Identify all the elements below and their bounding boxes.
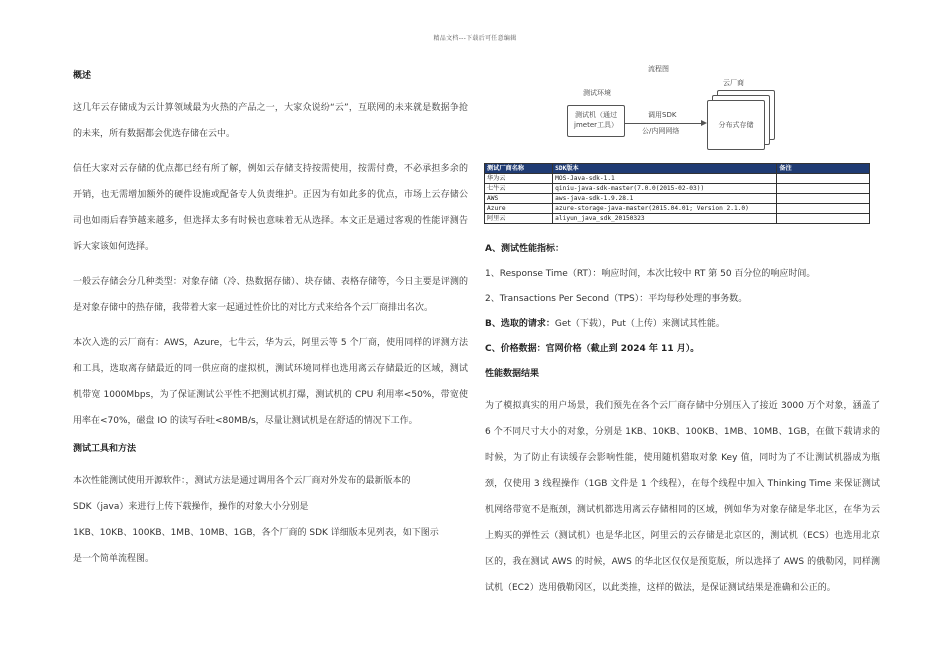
- requests-text: Get（下载），Put（上传）来测试其性能。: [554, 319, 725, 329]
- perf-results-title: 性能数据结果: [485, 369, 540, 379]
- overview-title: 概述: [73, 71, 92, 81]
- table-row: [485, 184, 870, 194]
- table-row: [485, 194, 870, 204]
- flow-diagram: [555, 60, 785, 160]
- tools-title: 测试工具和方法: [73, 444, 137, 454]
- cell-vendor: AWS: [485, 194, 553, 204]
- flow-title: 流程图: [648, 65, 669, 73]
- price-line: C、价格数据：官网价格（截止到 2024 年 11 月）。: [485, 344, 700, 354]
- cell-vendor: 七牛云: [485, 184, 553, 194]
- sdk-version-table: [484, 163, 870, 224]
- header-sdk-version: SDK版本: [553, 164, 777, 174]
- cloud-vendor-label: 云厂商: [723, 79, 744, 87]
- requests-label: B、选取的请求：: [485, 319, 555, 329]
- perf-results-paragraph: 为了模拟真实的用户场景，我们预先在各个云厂商存储中分别压入了接近 3000 万个对象，涵盖了 6 个不同尺寸大小的对象，分别是 1KB、10KB、100KB、1MB、10MB、1GB，在做下载请求的时候，为了防止有读缓存会影响性能，使用随机猎取对象 Key 值，同时为了不让测试机器成为瓶颈，仅使用 3 线程操作（1GB 文件是 1 个线程），在每个线程中加入 Thinking Time 来保证测试机网络带宽不是瓶颈，测试机都选用离云存储相同的区域，例如华为对象存储是华北区，在华为云上购买的弹性云（测试机）也是华北区，阿里云的云存储是北京区的，测试机（ECS）也选用北京区的，我在测试 AWS 的时候，AWS 的华北区仅仅是预览版，所以选择了 AWS 的俄勒冈，同样测试机（EC2）选用俄勒冈区，以此类推，这样的做法，是保证测试结果是准确和公正的。: [485, 401, 880, 593]
- cell-vendor: Azure: [485, 204, 553, 214]
- arrow-label-network: 公/内网网络: [642, 127, 680, 135]
- left-column: [73, 70, 468, 572]
- cell-remark: [777, 194, 870, 204]
- tester-box: 测试机（通过jmeter工具）: [567, 105, 625, 137]
- right-column: [485, 243, 880, 601]
- cell-remark: [777, 214, 870, 224]
- metrics-title: A、测试性能指标：: [485, 244, 564, 254]
- header-note: 精品文档---下载后可任意编辑: [433, 35, 517, 42]
- table-row: [485, 174, 870, 184]
- table-row: [485, 204, 870, 214]
- cell-sdk: qiniu-java-sdk-master(7.0.0(2015-02-03)): [553, 184, 777, 194]
- cell-vendor: 阿里云: [485, 214, 553, 224]
- table-row: [485, 214, 870, 224]
- tools-line-2: SDK（java）来进行上传下载操作，操作的对象大小分别是: [73, 502, 309, 512]
- storage-box: 分布式存储: [707, 100, 765, 150]
- overview-paragraph-3: 一般云存储会分几种类型：对象存储（冷、热数据存储）、块存储、表格存储等，今日主要是评测的是对象存储中的热存储，我带着大家一起通过性价比的对比方式来给各个云厂商排出名次。: [73, 277, 468, 313]
- overview-paragraph-4: 本次入选的云厂商有：AWS，Azure，七牛云，华为云，阿里云等 5 个厂商，使用同样的评测方法和工具，选取离存储最近的同一供应商的虚拟机，测试环境同样也选用离云存储最近的区域，测试机带宽 1000Mbps，为了保证测试公平性不把测试机打爆，测试机的 CPU 利用率<50%，带宽使用率在<70%，磁盘 IO 的读写吞吐<80MB/s，尽量让测试机是在舒适的情况下工作。: [73, 338, 468, 426]
- cell-sdk: aws-java-sdk-1.9.28.1: [553, 194, 777, 204]
- header-remark: 备注: [777, 164, 870, 174]
- metric-response-time: 1、Response Time（RT）：响应时间，本次比较中 RT 第 50 百分位的响应时间。: [485, 269, 816, 279]
- test-env-label: 测试环境: [583, 89, 611, 97]
- header-vendor: 测试厂商名称: [485, 164, 553, 174]
- cell-vendor: 华为云: [485, 174, 553, 184]
- cell-remark: [777, 204, 870, 214]
- tools-line-4: 是一个简单流程图。: [73, 554, 155, 564]
- cell-remark: [777, 174, 870, 184]
- tools-line-3: 1KB、10KB、100KB、1MB、10MB、1GB，各个厂商的 SDK 详细版本见列表，如下图示: [73, 528, 439, 538]
- overview-paragraph-1: 这几年云存储成为云计算领域最为火热的产品之一，大家众说纷“云”，互联网的未来就是数据争抢的未来，所有数据都会优选存储在云中。: [73, 103, 468, 139]
- cell-remark: [777, 184, 870, 194]
- metric-tps: 2、Transactions Per Second（TPS）：平均每秒处理的事务数。: [485, 294, 748, 304]
- arrow-line: [625, 123, 705, 124]
- cell-sdk: aliyun_java_sdk_20150323: [553, 214, 777, 224]
- arrow-label-sdk: 调用SDK: [648, 111, 677, 119]
- tools-line-1: 本次性能测试使用开源软件：，测试方法是通过调用各个云厂商对外发布的最新版本的: [73, 476, 411, 486]
- table-header-row: [485, 164, 870, 174]
- overview-paragraph-2: 信任大家对云存储的优点都已经有所了解，例如云存储支持按需使用，按需付费，不必承担多余的开销，也无需增加额外的硬件设施或配备专人负责维护。正因为有如此多的优点，市场上云存储公司也如雨后春笋越来越多，但选择太多有时候也意味着无从选择。本文正是通过客观的性能评测告诉大家该如何选择。: [73, 164, 468, 252]
- requests-line: [485, 318, 880, 331]
- cell-sdk: azure-storage-java-master(2015.04.01; Version 2.1.0): [553, 204, 777, 214]
- cell-sdk: MOS-Java-sdk-1.1: [553, 174, 777, 184]
